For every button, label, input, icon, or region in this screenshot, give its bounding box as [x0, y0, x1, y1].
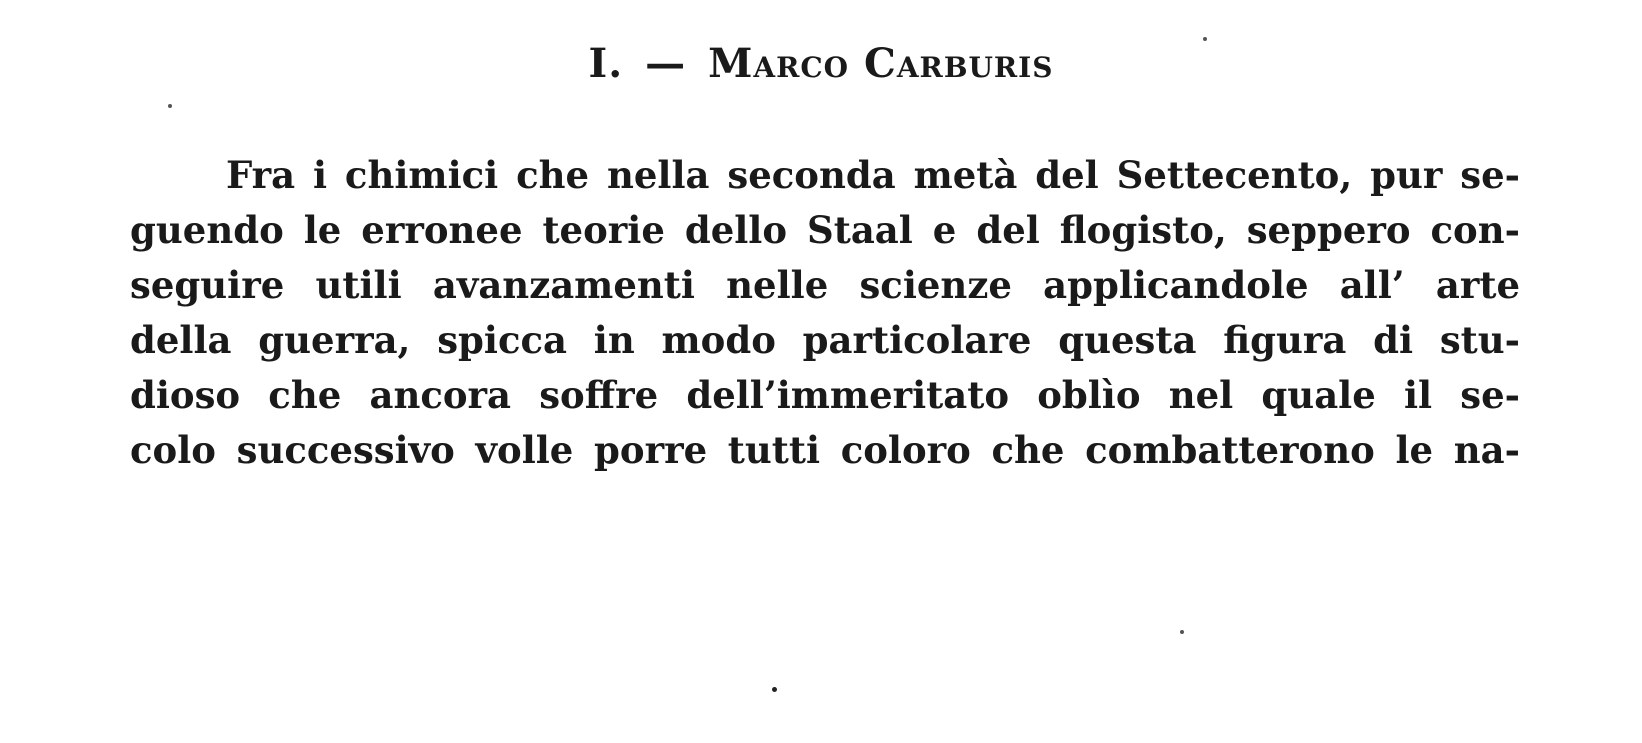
paragraph-line: seguire utili avanzamenti nelle scienze applicandole all’ arte — [130, 263, 1520, 307]
paragraph-line: Fra i chimici che nella seconda metà del Settecento, pur se- — [226, 153, 1520, 197]
section-title: Marco Carburis — [708, 40, 1054, 87]
paragraph-line: della guerra, spicca in modo particolare questa figura di stu- — [130, 318, 1520, 362]
heading-dash: — — [645, 40, 687, 87]
paragraph-line: dioso che ancora soffre dell’immeritato oblìo nel quale il se- — [130, 373, 1520, 417]
scan-speck — [772, 687, 777, 692]
scan-speck — [168, 104, 172, 108]
section-heading — [0, 40, 1642, 88]
scan-speck — [1180, 630, 1184, 634]
paragraph-line: guendo le erronee teorie dello Staal e del flogisto, seppero con- — [130, 208, 1520, 252]
section-numeral: I. — [588, 40, 624, 87]
body-paragraph — [130, 148, 1520, 478]
paragraph-line: colo successivo volle porre tutti coloro che combatterono le na- — [130, 428, 1520, 472]
scan-speck — [1203, 37, 1207, 41]
